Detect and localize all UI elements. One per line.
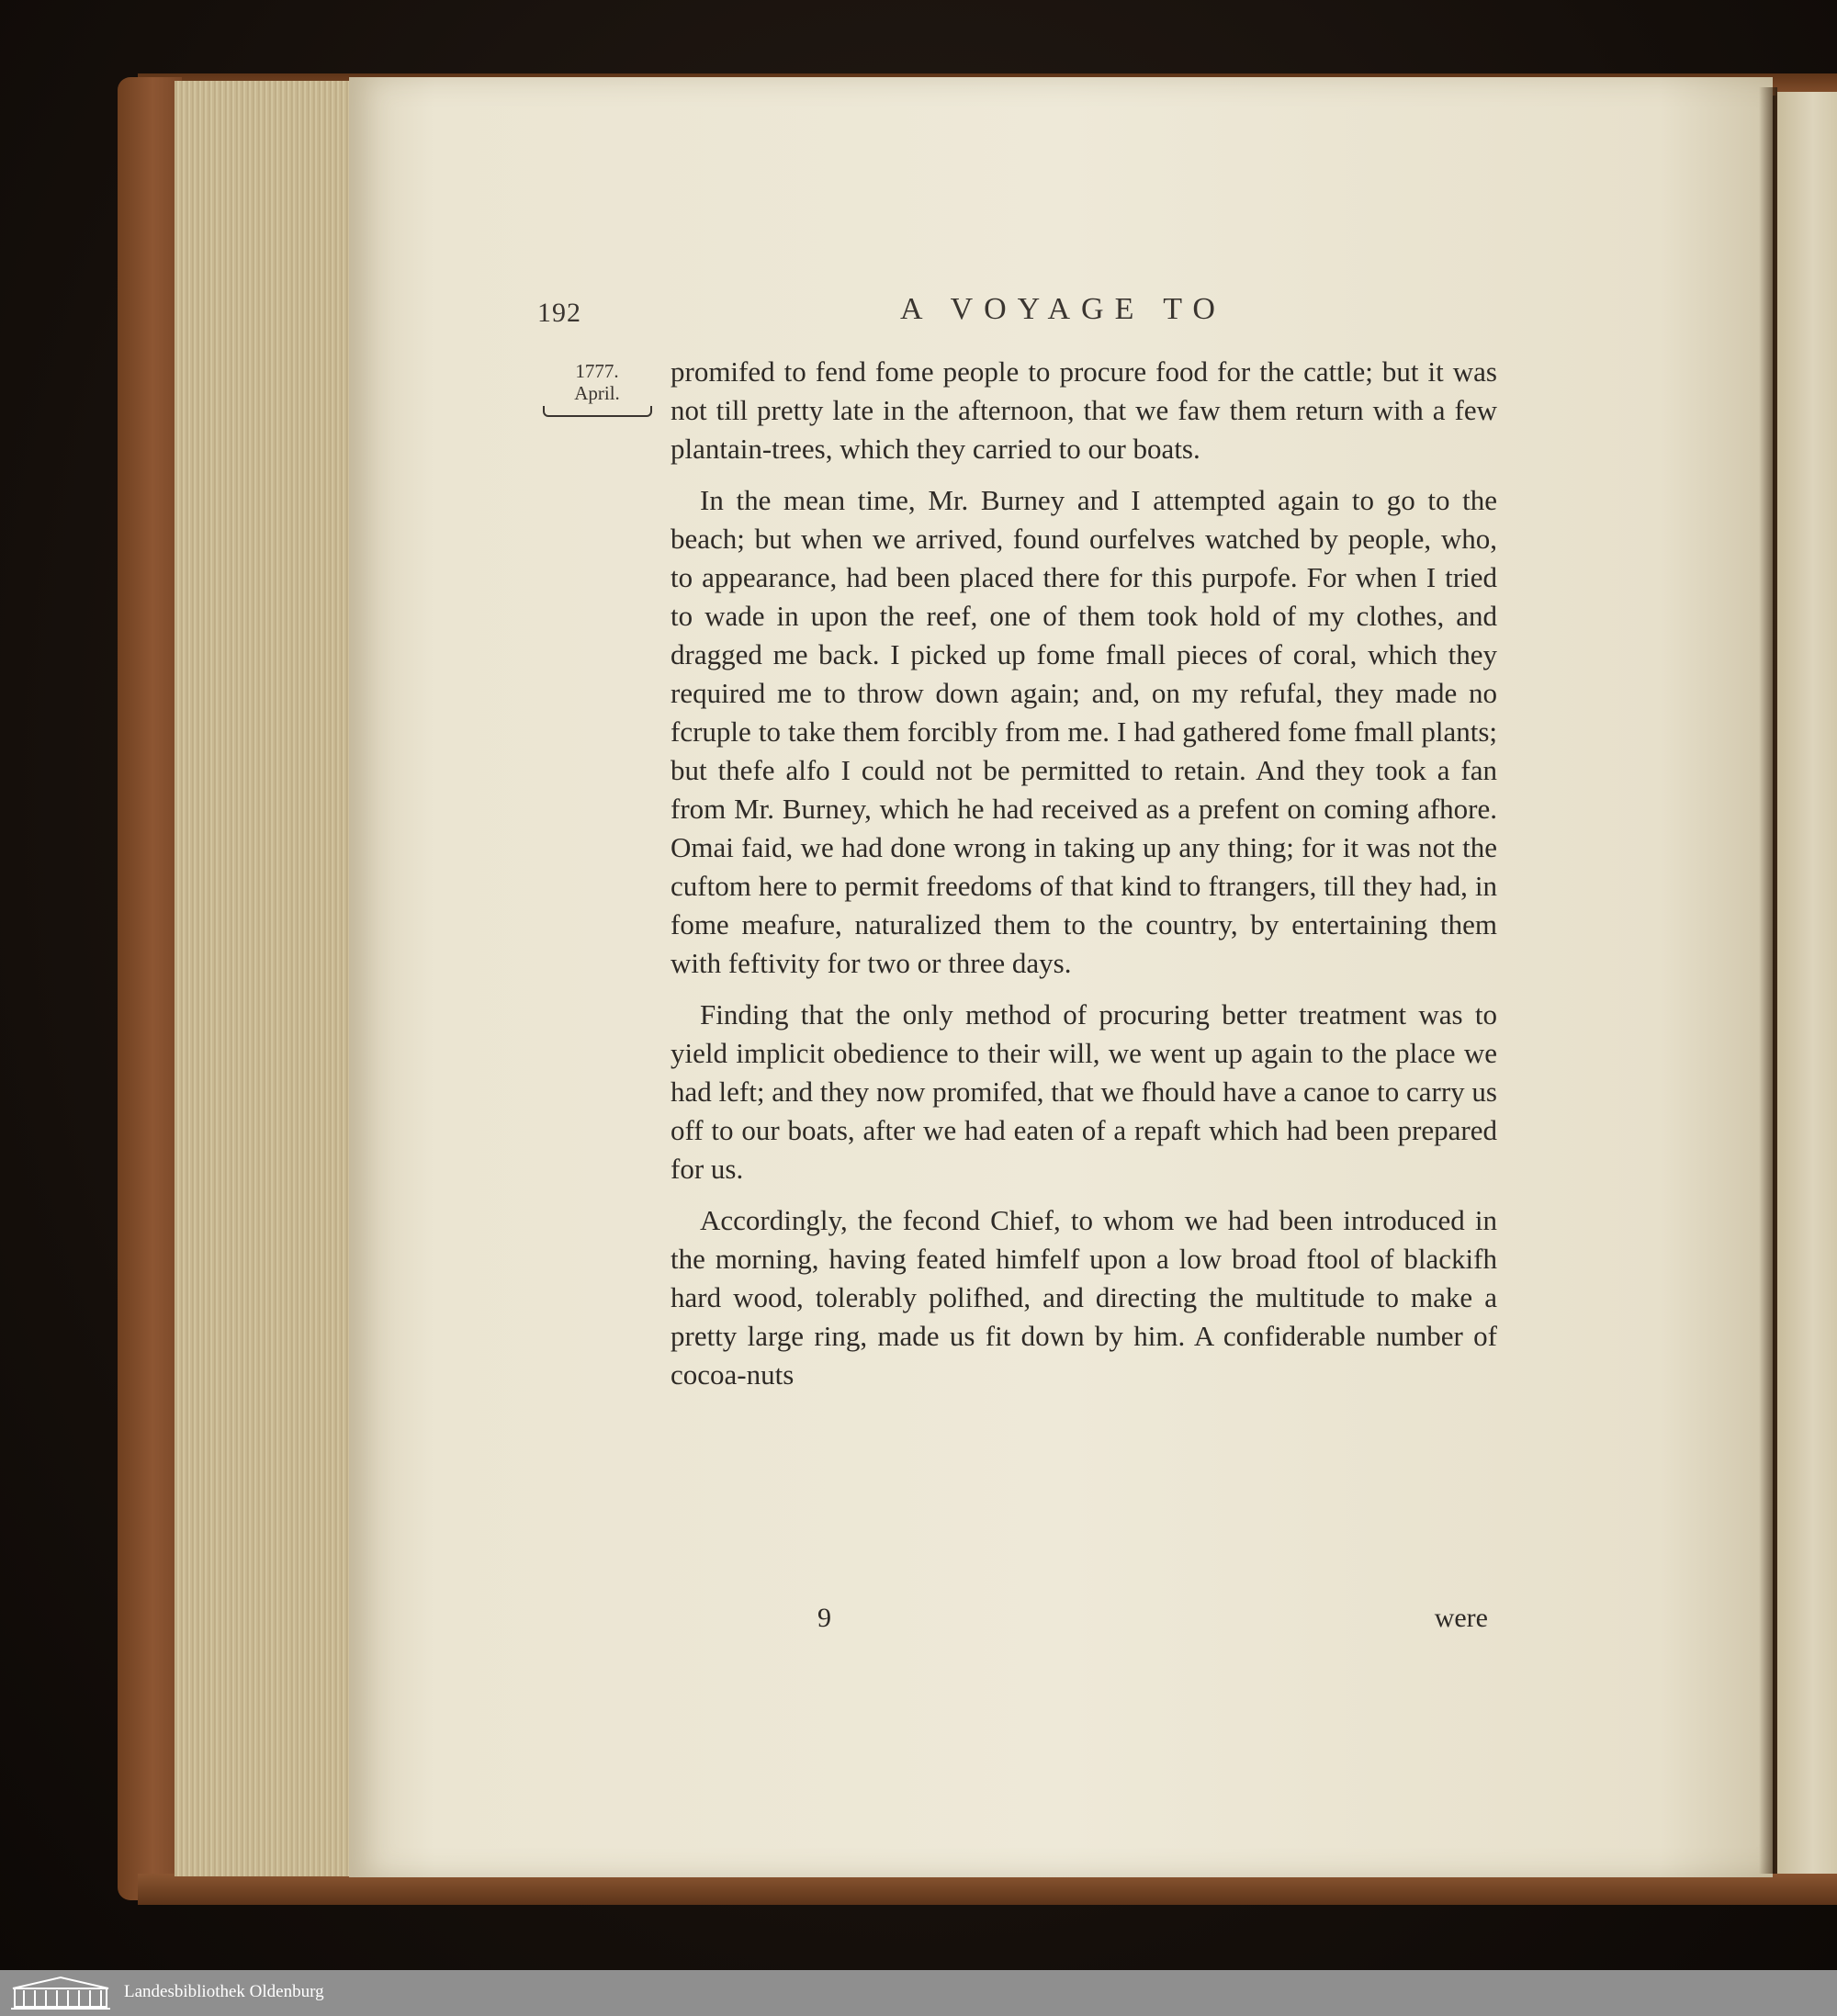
library-bar [0, 1970, 1837, 2016]
page-footer [671, 1603, 1488, 1639]
page-edges [175, 81, 354, 1876]
page-number: 192 [537, 298, 581, 328]
margin-month: April. [574, 382, 620, 404]
margin-year: 1777. [575, 360, 619, 382]
facing-page-edge [1777, 92, 1837, 1874]
page-header [537, 292, 1493, 329]
body-text [671, 353, 1497, 1407]
signature-mark: 9 [817, 1603, 831, 1633]
book-cover-left [118, 77, 182, 1900]
library-name: Landesbibliothek Oldenburg [124, 1982, 324, 2001]
paragraph: promifed to fend fome people to procure food for the cattle; but it was not till pretty late in the afternoon, that we faw them return with a few plantain-trees, which they carried to our boats. [671, 355, 1497, 465]
book-cover-bottom [138, 1874, 1837, 1905]
margin-brace-icon [543, 406, 652, 417]
page-gutter [1759, 87, 1777, 1874]
library-building-icon [9, 1976, 112, 2010]
margin-note [542, 360, 652, 417]
paragraph: Accordingly, the fecond Chief, to whom we had been introduced in the morning, having feated himfelf upon a low broad ftool of blackifh hard wood, tolerably polifhed, and directing the multitude to make a pretty large ring, made us fit down by him. A confiderable number of cocoa-nuts [671, 1204, 1497, 1391]
running-head: A VOYAGE TO [900, 292, 1226, 326]
paragraph: In the mean time, Mr. Burney and I attempted again to go to the beach; but when we arrived, found ourfelves watched by people, who, to appearance, had been placed there for this purpofe. For when I tried to wade in upon the reef, one of them took hold of my clothes, and dragged me back. I picked up fome fmall pieces of coral, which they required me to throw down again; and, on my refufal, they made no fcruple to take them forcibly from me. I had gathered fome fmall plants; but thefe alfo I could not be permitted to retain. And they took a fan from Mr. Burney, which he had received as a prefent on coming afhore. Omai faid, we had done wrong in taking up any thing; for it was not the cuftom here to permit freedoms of that kind to ftrangers, till they had, in fome meafure, naturalized them to the country, by entertaining them with feftivity for two or three days. [671, 484, 1497, 979]
catchword: were [1434, 1603, 1488, 1633]
paragraph: Finding that the only method of procuring better treatment was to yield implicit obedience to their will, we went up again to the place we had left; and they now promifed, that we fhould have a canoe to carry us off to our boats, after we had eaten of a repaft which had been prepared for us. [671, 998, 1497, 1185]
